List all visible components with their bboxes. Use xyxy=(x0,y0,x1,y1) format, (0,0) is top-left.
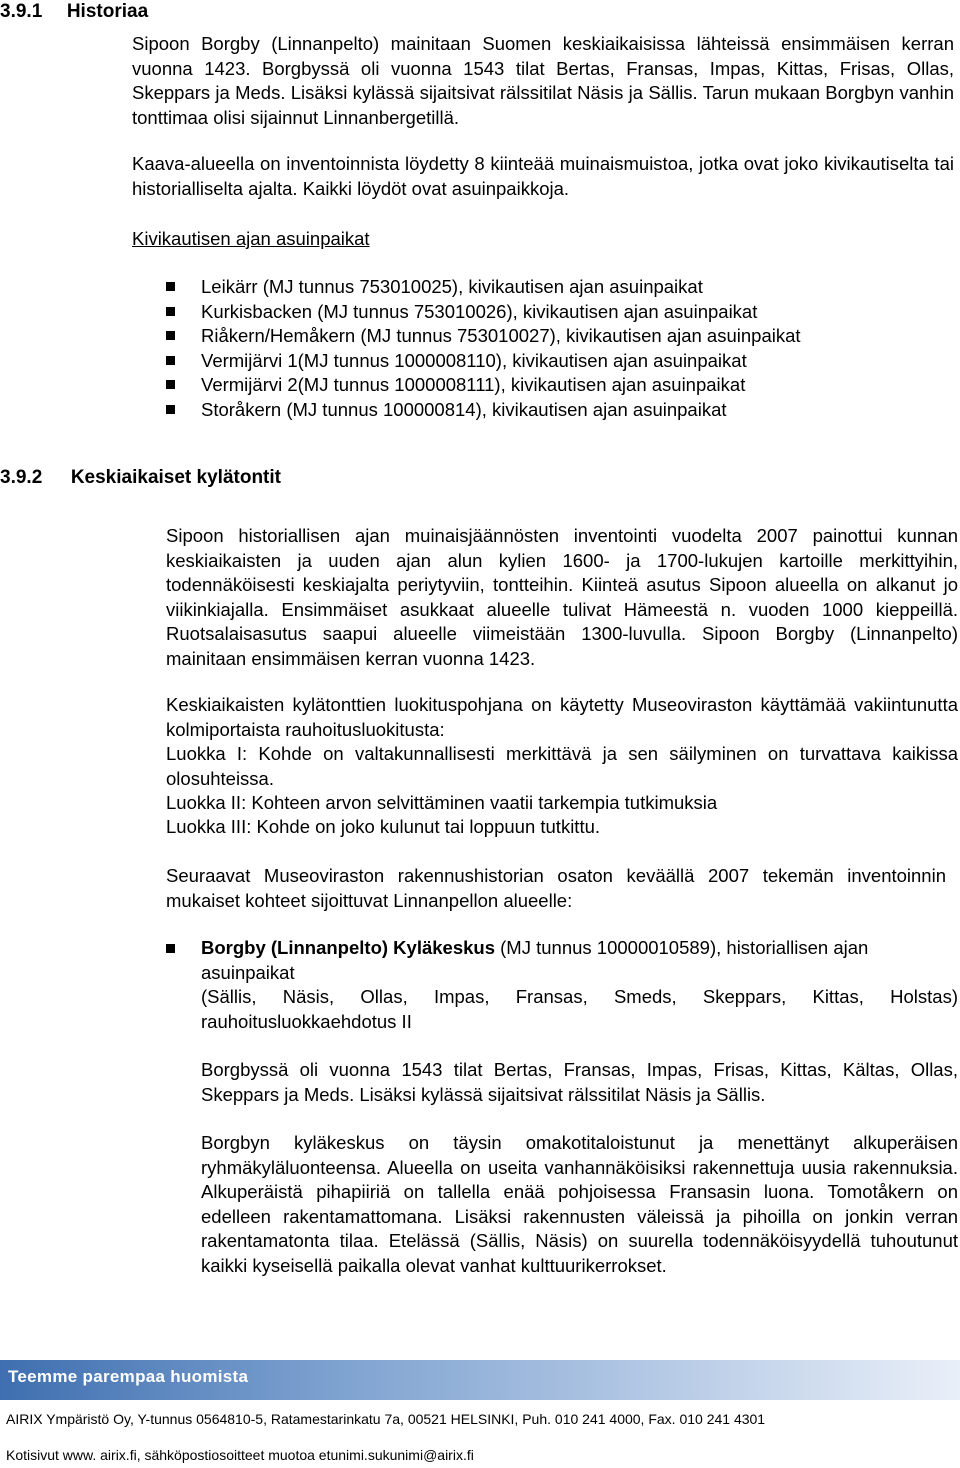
museum-survey-paragraph: Seuraavat Museoviraston rakennushistorian osaton keväällä 2007 tekemän inventoinnin mukaiset kohteet sijoittuvat Linnanpellon alueelle: xyxy=(166,865,946,911)
village-condition-paragraph: Borgbyn kyläkeskus on täysin omakotitaloistunut ja menettänyt alkuperäisen ryhmäkyläluonteensa. Alueella on useita vanhannäköisiksi rakennettuja uusia rakennuksia. Alkuperäistä pihapiiriä on tallella enää pohjoisessa Fransasin luona. Tomotåkern on edelleen rakentamattomana. Lisäksi rakennusten väleissä ja pihoilla on jonkin verran rakentamatonta tilaa. Etelässä (Sällis, Näsis) on suurella todennäköisyydellä tuhoutunut kaikki kyseisellä paikalla olevat vanhat kulttuurikerrokset. xyxy=(201,1132,958,1276)
section-number: 3.9.2 xyxy=(0,467,43,488)
stone-age-sites-list xyxy=(132,275,954,422)
footer-company-info: AIRIX Ympäristö Oy, Y-tunnus 0564810-5, Ratamestarinkatu 7a, 00521 HELSINKI, Puh. 010 241 4000, Fax. 010 241 4301 xyxy=(6,1411,766,1427)
section-heading-392 xyxy=(0,466,281,490)
section-title: Keskiaikaiset kylätontit xyxy=(70,467,281,488)
class-3-text: Luokka III: Kohde on joko kulunut tai loppuun tutkittu. xyxy=(166,816,601,837)
classification-paragraph: Keskiaikaisten kylätonttien luokituspohjana on käytetty Museoviraston käyttämää vakiintunutta kolmiportaista rauhoitusluokitusta: xyxy=(166,694,958,740)
footer-web-info: Kotisivut www. airix.fi, sähköpostiosoitteet muotoa etunimi.sukunimi@airix.fi xyxy=(6,1447,474,1463)
footer-banner xyxy=(0,1360,960,1400)
square-bullet-icon xyxy=(166,944,175,953)
list-item: Kurkisbacken (MJ tunnus 753010026), kivikautisen ajan asuinpaikat xyxy=(132,300,954,325)
inventory-paragraph: Sipoon historiallisen ajan muinaisjäännösten inventointi vuodelta 2007 painottui kunnan keskiaikaisten ja uuden ajan alun kylien 1600- ja 1700-lukujen kartoille merkittyihin, todennäköisesti keskiajalta periytyviin, tontteihin. Kiinteä asutus Sipoon alueella on alkanut jo viikinkiajalla. Ensimmäiset asukkaat alueelle tulivat Hämeestä n. vuoden 1000 kieppeillä. Ruotsalaisasutus saapui alueelle viimeistään 1300-luvulla. Sipoon Borgby (Linnanpelto) mainitaan ensimmäisen kerran vuonna 1423. xyxy=(166,525,958,669)
village-centre-farms: (Sällis, Näsis, Ollas, Impas, Fransas, Smeds, Skeppars, Kittas, Holstas) rauhoitusluokkaehdotus II xyxy=(201,986,958,1032)
list-item: Vermijärvi 1(MJ tunnus 1000008110), kivikautisen ajan asuinpaikat xyxy=(132,349,954,374)
square-bullet-icon xyxy=(166,380,175,389)
stone-age-subheading: Kivikautisen ajan asuinpaikat xyxy=(132,228,370,249)
list-item: Storåkern (MJ tunnus 100000814), kivikautisen ajan asuinpaikat xyxy=(132,398,954,423)
square-bullet-icon xyxy=(166,331,175,340)
class-2-text: Luokka II: Kohteen arvon selvittäminen vaatii tarkempia tutkimuksia xyxy=(166,792,718,813)
company-slogan: Teemme parempaa huomista xyxy=(8,1367,249,1386)
section-title: Historiaa xyxy=(66,1,149,22)
square-bullet-icon xyxy=(166,282,175,291)
findings-paragraph: Kaava-alueella on inventoinnista löydetty 8 kiinteää muinaismuistoa, jotka ovat joko kivikautiselta tai historialliselta ajalta. Kaikki löydöt ovat asuinpaikkoja. xyxy=(132,153,954,199)
class-1-text: Luokka I: Kohde on valtakunnallisesti merkittävä ja sen säilyminen on turvattava kaikissa olosuhteissa. xyxy=(166,743,958,789)
village-farms-paragraph: Borgbyssä oli vuonna 1543 tilat Bertas, Fransas, Impas, Frisas, Kittas, Kältas, Ollas, Skeppars ja Meds. Lisäksi kylässä sijaitsivat rälssitilat Näsis ja Sällis. xyxy=(201,1059,958,1105)
section-heading-391 xyxy=(0,0,148,24)
history-paragraph: Sipoon Borgby (Linnanpelto) mainitaan Suomen keskiaikaisissa lähteissä ensimmäisen kerran vuonna 1423. Borgbyssä oli vuonna 1543 tilat Bertas, Fransas, Impas, Kittas, Frisas, Ollas, Skeppars ja Meds. Lisäksi kylässä sijaitsivat rälssitilat Näsis ja Sällis. Tarun mukaan Borgbyn vanhin tonttimaa olisi sijainnut Linnanbergetillä. xyxy=(132,33,954,128)
list-item: Vermijärvi 2(MJ tunnus 1000008111), kivikautisen ajan asuinpaikat xyxy=(132,373,954,398)
village-centre-heading: Borgby (Linnanpelto) Kyläkeskus (MJ tunnus 10000010589), historiallisen ajan asuinpaikat xyxy=(201,937,869,983)
list-item: Leikärr (MJ tunnus 753010025), kivikautisen ajan asuinpaikat xyxy=(132,275,954,300)
village-centre-item xyxy=(166,936,958,1034)
square-bullet-icon xyxy=(166,405,175,414)
list-item: Riåkern/Hemåkern (MJ tunnus 753010027), kivikautisen ajan asuinpaikat xyxy=(132,324,954,349)
section-number: 3.9.1 xyxy=(0,1,43,22)
square-bullet-icon xyxy=(166,356,175,365)
square-bullet-icon xyxy=(166,307,175,316)
